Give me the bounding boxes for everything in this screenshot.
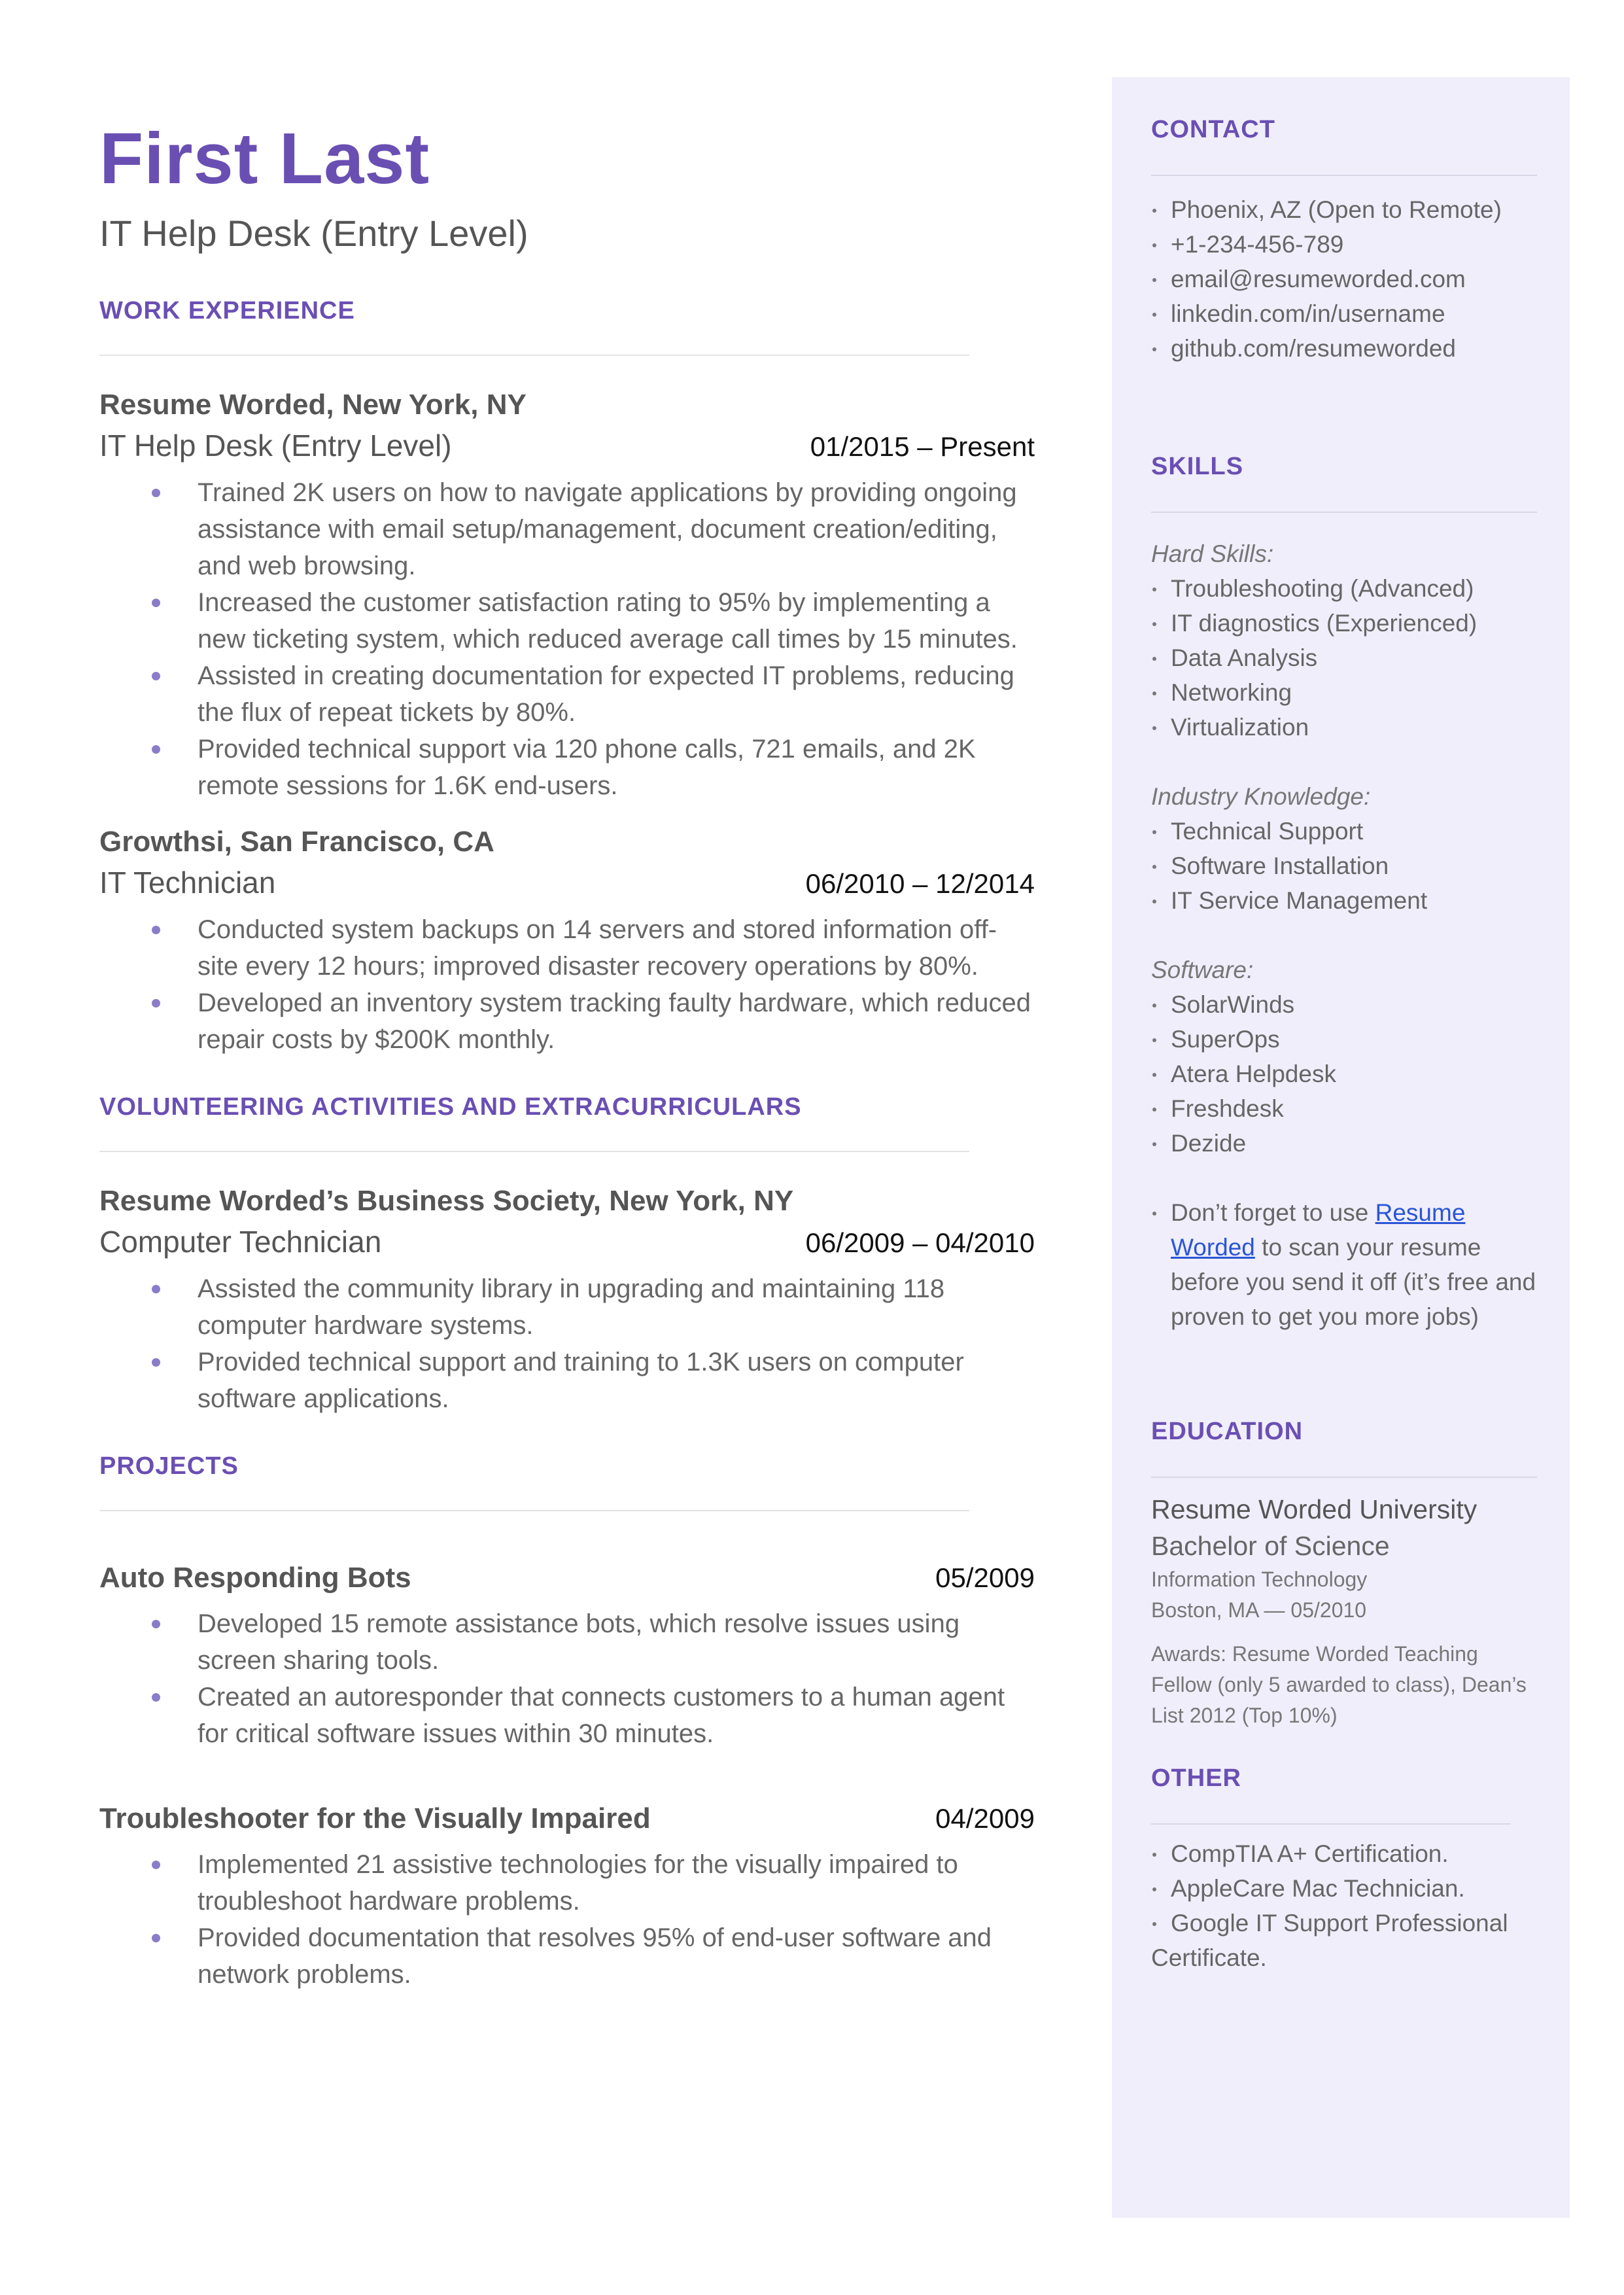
list-item: CompTIA A+ Certification.: [1151, 1836, 1537, 1871]
list-item: Technical Support: [1151, 814, 1537, 849]
bullet-icon: [152, 1285, 160, 1293]
job-role-row: [99, 862, 1035, 905]
list-item: Virtualization: [1151, 710, 1537, 745]
bullet-icon: [1152, 1142, 1156, 1146]
list-item: Networking: [1151, 675, 1537, 710]
bullet-icon: [152, 745, 160, 754]
candidate-title: IT Help Desk (Entry Level): [99, 213, 528, 254]
contact-divider: [1151, 175, 1537, 176]
resume-worded-link[interactable]: Resume Worded: [1171, 1199, 1466, 1261]
skills-heading: SKILLS: [1151, 453, 1244, 480]
job-bullets: [99, 474, 1035, 804]
industry-knowledge-label: Industry Knowledge:: [1151, 783, 1371, 810]
list-item: Troubleshooting (Advanced): [1151, 571, 1537, 606]
bullet-icon: [152, 1358, 160, 1367]
bullet-icon: [1152, 830, 1156, 834]
job-bullets: [99, 911, 1035, 1058]
volunteering-divider: [99, 1151, 969, 1152]
list-item: Freshdesk: [1151, 1091, 1537, 1126]
contact-github[interactable]: github.com/resumeworded: [1151, 331, 1537, 366]
project-bullets: [99, 1846, 1035, 1993]
bullet-icon: [1152, 726, 1156, 730]
job-dates: 06/2010 – 12/2014: [805, 868, 1035, 899]
job-entry: [99, 385, 1035, 804]
other-section: [1151, 1762, 1537, 1975]
volunteer-organization: Resume Worded’s Business Society, New York, NY: [99, 1185, 794, 1217]
school-name: Resume Worded University: [1151, 1494, 1477, 1524]
projects-heading: PROJECTS: [99, 1452, 239, 1480]
bullet-icon: [1152, 1038, 1156, 1042]
bullet-icon: [1152, 622, 1156, 626]
education-section: [1151, 1415, 1537, 1731]
main-column: [99, 116, 1035, 1993]
list-item: Google IT Support Professional Certificate.: [1151, 1910, 1508, 1971]
bullet-icon: [1152, 1212, 1156, 1216]
job-company: Resume Worded, New York, NY: [99, 389, 527, 421]
education-location-date: Boston, MA — 05/2010: [1151, 1598, 1367, 1622]
job-dates: 01/2015 – Present: [810, 431, 1035, 462]
volunteer-entry: [99, 1182, 1035, 1417]
volunteer-bullets: [99, 1270, 1035, 1417]
list-item: Provided documentation that resolves 95% of end-user software and network problems.: [99, 1919, 1035, 1993]
project-title-row: [99, 1798, 1035, 1840]
education-heading: EDUCATION: [1151, 1418, 1304, 1445]
bullet-icon: [152, 599, 160, 607]
list-item: Created an autoresponder that connects customers to a human agent for critical software issues within 30 minutes.: [99, 1679, 1035, 1752]
hard-skills-label: Hard Skills:: [1151, 540, 1274, 567]
candidate-name: First Last: [99, 118, 430, 199]
contact-email[interactable]: email@resumeworded.com: [1151, 262, 1537, 296]
list-item: Conducted system backups on 14 servers and stored information off-site every 12 hours; improved disaster recovery operations by 80%.: [99, 911, 1035, 985]
list-item: Assisted the community library in upgrading and maintaining 118 computer hardware systems.: [99, 1270, 1035, 1344]
bullet-icon: [152, 489, 160, 497]
list-item: AppleCare Mac Technician.: [1151, 1871, 1537, 1906]
education-awards: Awards: Resume Worded Teaching Fellow (only 5 awarded to class), Dean’s List 2012 (Top 10%): [1151, 1642, 1527, 1727]
list-item: Provided technical support and training to 1.3K users on computer software applications.: [99, 1344, 1035, 1417]
bullet-icon: [1152, 587, 1156, 591]
project-bullets: [99, 1605, 1035, 1752]
list-item: Assisted in creating documentation for expected IT problems, reducing the flux of repeat tickets by 80%.: [99, 657, 1035, 731]
project-title-row: [99, 1557, 1035, 1599]
education-divider: [1151, 1477, 1537, 1478]
projects-divider: [99, 1510, 969, 1511]
work-experience-divider: [99, 355, 969, 356]
bullet-icon: [1152, 1853, 1156, 1857]
bullet-icon: [1152, 243, 1156, 247]
list-item: Dezide: [1151, 1126, 1537, 1161]
sidebar-panel: [1112, 77, 1570, 2218]
contact-section: [1151, 113, 1537, 366]
list-item: Increased the customer satisfaction rating to 95% by implementing a new ticketing system, which reduced average call times by 15 minutes.: [99, 584, 1035, 657]
project-date: 05/2009: [935, 1562, 1035, 1593]
bullet-icon: [1152, 209, 1156, 213]
project-entry: [99, 1798, 1035, 1993]
skills-divider: [1151, 512, 1537, 513]
industry-knowledge-list: [1151, 814, 1537, 918]
contact-location: Phoenix, AZ (Open to Remote): [1151, 192, 1537, 227]
job-role-row: [99, 425, 1035, 468]
list-item: Atera Helpdesk: [1151, 1057, 1537, 1091]
bullet-icon: [1152, 1922, 1156, 1926]
job-company: Growthsi, San Francisco, CA: [99, 826, 494, 858]
contact-linkedin[interactable]: linkedin.com/in/username: [1151, 296, 1537, 331]
other-list: [1151, 1836, 1537, 1975]
bullet-icon: [152, 1693, 160, 1702]
resume-worded-tip: Don’t forget to use Resume Worded to scan your resume before you send it off (it’s free and proven to get you more jobs): [1151, 1195, 1537, 1334]
other-heading: OTHER: [1151, 1764, 1241, 1792]
bullet-icon: [1152, 347, 1156, 351]
field-of-study: Information Technology: [1151, 1568, 1368, 1591]
list-item: Developed an inventory system tracking faulty hardware, which reduced repair costs by $200K monthly.: [99, 985, 1035, 1058]
list-item: IT diagnostics (Experienced): [1151, 606, 1537, 640]
bullet-icon: [152, 999, 160, 1007]
bullet-icon: [152, 672, 160, 680]
bullet-icon: [152, 1934, 160, 1942]
job-entry: [99, 822, 1035, 1058]
bullet-icon: [1152, 1108, 1156, 1112]
degree: Bachelor of Science: [1151, 1531, 1390, 1561]
bullet-icon: [1152, 865, 1156, 869]
hard-skills-list: [1151, 571, 1537, 745]
project-date: 04/2009: [935, 1803, 1035, 1834]
list-item: Provided technical support via 120 phone calls, 721 emails, and 2K remote sessions for 1.6K end-users.: [99, 731, 1035, 804]
contact-heading: CONTACT: [1151, 116, 1275, 143]
bullet-icon: [1152, 313, 1156, 317]
bullet-icon: [1152, 657, 1156, 661]
software-list: [1151, 987, 1537, 1161]
bullet-icon: [1152, 1073, 1156, 1077]
project-entry: [99, 1557, 1035, 1752]
volunteering-heading: VOLUNTEERING ACTIVITIES AND EXTRACURRICULARS: [99, 1093, 802, 1121]
list-item: Implemented 21 assistive technologies for the visually impaired to troubleshoot hardware problems.: [99, 1846, 1035, 1919]
volunteer-role-row: [99, 1221, 1035, 1264]
list-item: SuperOps: [1151, 1022, 1537, 1057]
list-item: Data Analysis: [1151, 640, 1537, 675]
bullet-icon: [1152, 1887, 1156, 1891]
job-role: IT Help Desk (Entry Level): [99, 429, 452, 463]
bullet-icon: [152, 1620, 160, 1628]
bullet-icon: [152, 926, 160, 934]
skills-section: [1151, 450, 1537, 1334]
volunteer-role: Computer Technician: [99, 1225, 382, 1259]
other-divider: [1151, 1823, 1511, 1825]
bullet-icon: [1152, 1004, 1156, 1007]
software-label: Software:: [1151, 956, 1254, 983]
contact-list: [1151, 192, 1537, 366]
list-item: IT Service Management: [1151, 883, 1537, 918]
bullet-icon: [1152, 900, 1156, 903]
list-item: Developed 15 remote assistance bots, which resolve issues using screen sharing tools.: [99, 1605, 1035, 1679]
work-experience-heading: WORK EXPERIENCE: [99, 297, 355, 324]
project-name: Auto Responding Bots: [99, 1562, 411, 1594]
list-item: Software Installation: [1151, 849, 1537, 883]
volunteer-dates: 06/2009 – 04/2010: [805, 1227, 1035, 1258]
bullet-icon: [152, 1861, 160, 1869]
bullet-icon: [1152, 278, 1156, 282]
bullet-icon: [1152, 692, 1156, 695]
contact-phone: +1-234-456-789: [1151, 227, 1537, 262]
list-item: SolarWinds: [1151, 987, 1537, 1022]
project-name: Troubleshooter for the Visually Impaired: [99, 1802, 651, 1834]
job-role: IT Technician: [99, 866, 276, 900]
list-item: Trained 2K users on how to navigate applications by providing ongoing assistance with email setup/management, document creation/editing, and web browsing.: [99, 474, 1035, 584]
